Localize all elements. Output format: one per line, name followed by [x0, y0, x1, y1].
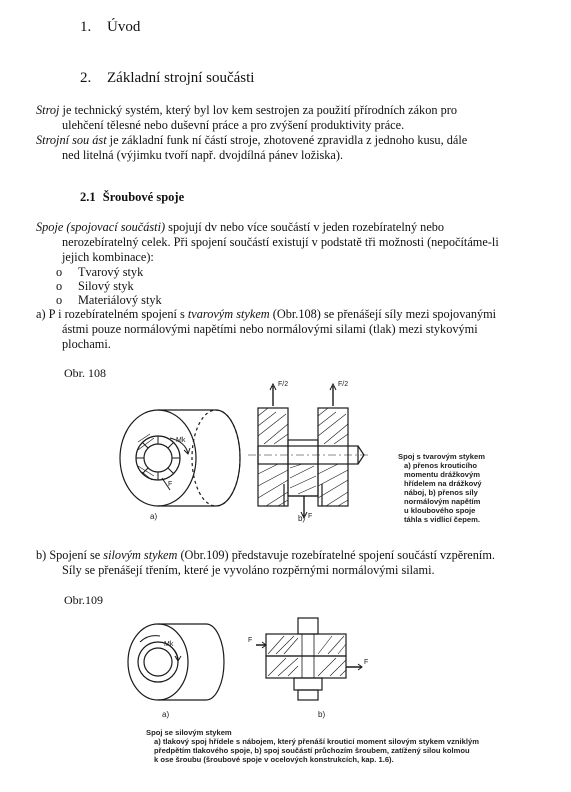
paragraph-b-line2: Síly se přenášejí třením, které je vyvoláno rozpěrnými normálovými silami.: [62, 563, 435, 577]
figure-108-drawing: [108, 376, 408, 526]
figure-109-sub-a: a): [162, 710, 170, 719]
figure-109-caption: Spoj se silovým stykem a) tlakový spoj hřídele s nábojem, který přenáší krouticí moment silovým stykem vzniklým předpětím tlakového spoje, b) spoj součástí průchozím šroubem, zatížený silou kolmou k ose šroubu (šroubové spoje v ocelových konstrukcích, kap. 1.6).: [146, 728, 479, 764]
section-2-heading: [80, 70, 254, 87]
force-label: F/2: [278, 381, 289, 388]
intro-p1-line1: je technický systém, který byl lov⁠ kem sestrojen za použití přírodních zákon⁠ pro: [59, 103, 457, 117]
section-2-title: Základní strojní součásti: [107, 70, 255, 86]
list-item: o Materiálový styk: [56, 293, 162, 307]
figure-109-sub-b: b): [318, 710, 326, 719]
list-item: o Silový styk: [56, 279, 134, 293]
section-1-heading: [80, 19, 140, 36]
term-stroj: Stroj: [36, 103, 60, 117]
paragraph-a: a) P i rozebíratelném spojení s tvarovým stykem (Obr.108) se přenášejí síly mezi spojovanými ástmi pouze normálovými napětími nebo normálovými silami (tlak) mezi stykovými plochami.: [36, 307, 556, 352]
paragraph-a-line2: ástmi pouze normálovými napětími nebo normálovými silami (tlak) mezi stykovými: [62, 322, 478, 336]
paragraph-b: b) Spojení se silovým stykem (Obr.109) představuje rozebíratelné spojení součástí vzpěrením. Síly se přenášejí třením, které je vyvoláno rozpěrnými normálovými silami.: [36, 548, 556, 578]
spoje-line3: jejich kombinace):: [62, 250, 154, 264]
force-label: F: [248, 637, 253, 644]
force-label: F: [364, 659, 369, 666]
figure-109-label: Obr.109: [64, 593, 103, 607]
figure-108-sub-b: b): [298, 514, 306, 523]
intro-p1-line2: ulehčení tělesné nebo duševní práce a pro zvýšení produktivity práce.: [62, 118, 405, 132]
styk-list: [56, 265, 162, 307]
spoje-paragraph: [36, 220, 552, 265]
force-label: F: [308, 513, 313, 520]
force-label: F: [168, 481, 173, 488]
section-1-number: 1.: [80, 19, 92, 35]
force-label: F/2: [338, 381, 349, 388]
term-strojni-soucast: Strojní sou⁠ ást: [36, 133, 107, 147]
figure-108-sub-a: a): [150, 512, 158, 521]
term-silovy-styk: silovým stykem: [103, 548, 178, 562]
intro-paragraph-2: [36, 133, 552, 163]
spoje-line2: nerozebíratelný celek. Při spojení součástí existují v podstatě tři možnosti (nepočítáme-li: [62, 235, 499, 249]
term-tvarovy-styk: tvarovým stykem: [187, 307, 270, 321]
subsection-2-1-heading: [80, 190, 184, 205]
figure-108-caption: Spoj s tvarovým stykem a) přenos krouticího momentu drážkovým hřídelem na drážkový náboj, b) přenos síly normálovým napětím u kloubového spoje táhla s vidlicí čepem.: [398, 452, 485, 524]
list-item: o Tvarový styk: [56, 265, 144, 279]
section-2-number: 2.: [80, 70, 92, 86]
moment-label: Mk: [176, 437, 186, 444]
intro-p2-line2: ned⁠ litelná (výjimku tvoří např. dvojdílná pánev ložiska).: [62, 148, 344, 162]
subsection-title: Šroubové spoje: [102, 190, 185, 204]
intro-paragraph-1: [36, 103, 552, 133]
figure-109-drawing: [118, 612, 378, 712]
paragraph-a-line3: plochami.: [62, 337, 111, 351]
spoje-line1: spojují dv nebo více součástí v jeden rozebíratelný nebo: [165, 220, 445, 234]
term-spoje: Spoje (spojovací součásti): [36, 220, 166, 234]
moment-label: Mk: [164, 641, 174, 648]
intro-p2-line1: je základní funk ní částí stroje, zhotovené zpravidla z jednoho kusu, dále: [106, 133, 468, 147]
figure-108-label: Obr. 108: [64, 366, 106, 380]
section-1-title: Úvod: [107, 19, 141, 35]
subsection-number: 2.1: [80, 190, 96, 204]
